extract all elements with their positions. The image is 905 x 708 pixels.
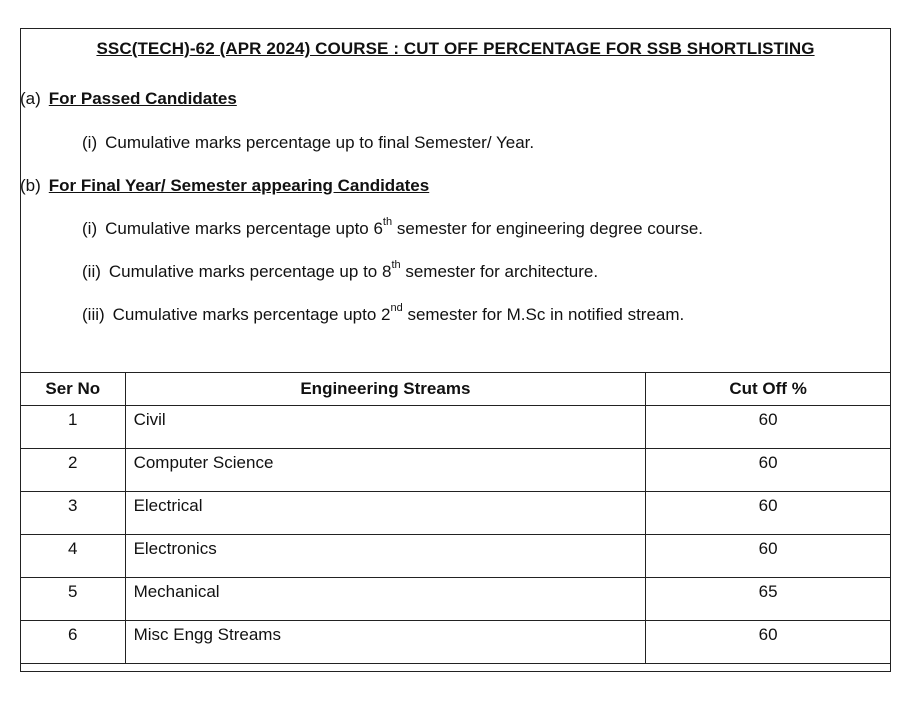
item-text-pre: Cumulative marks percentage upto 2 xyxy=(112,305,391,324)
item-number: (i) xyxy=(82,219,98,238)
cell-ser-no: 1 xyxy=(21,406,126,449)
item-text-pre: Cumulative marks percentage up to 8 xyxy=(108,262,392,281)
section-b-item-2 xyxy=(82,259,599,282)
cell-cut-off: 60 xyxy=(646,406,891,449)
cutoff-table xyxy=(20,372,891,664)
item-text-post: semester for engineering degree course. xyxy=(392,219,704,238)
cell-stream: Electronics xyxy=(125,535,646,578)
item-text: Cumulative marks percentage up to final Semester/ Year. xyxy=(105,133,535,152)
cell-stream: Civil xyxy=(125,406,646,449)
cell-cut-off: 60 xyxy=(646,492,891,535)
document-title: SSC(TECH)-62 (APR 2024) COURSE : CUT OFF PERCENTAGE FOR SSB SHORTLISTING xyxy=(96,39,815,58)
cell-stream: Misc Engg Streams xyxy=(125,621,646,664)
cell-stream: Electrical xyxy=(125,492,646,535)
section-a-title: For Passed Candidates xyxy=(48,89,237,108)
item-text-pre: Cumulative marks percentage upto 6 xyxy=(105,219,383,238)
table-row xyxy=(21,406,891,449)
document-frame xyxy=(20,28,891,672)
item-superscript: th xyxy=(382,216,393,229)
item-number: (i) xyxy=(82,133,98,152)
cell-stream: Computer Science xyxy=(125,449,646,492)
item-text-post: semester for architecture. xyxy=(400,262,599,281)
table-row xyxy=(21,578,891,621)
header-cut-off: Cut Off % xyxy=(646,373,891,406)
section-a-heading xyxy=(20,89,237,109)
table-row xyxy=(21,535,891,578)
section-a-item-1 xyxy=(82,133,534,153)
cell-stream: Mechanical xyxy=(125,578,646,621)
section-b-item-1 xyxy=(82,216,704,239)
cell-cut-off: 65 xyxy=(646,578,891,621)
table-row xyxy=(21,449,891,492)
cell-ser-no: 2 xyxy=(21,449,126,492)
table-header-row xyxy=(21,373,891,406)
item-number: (ii) xyxy=(82,262,101,281)
cell-ser-no: 5 xyxy=(21,578,126,621)
table-row xyxy=(21,621,891,664)
cell-ser-no: 6 xyxy=(21,621,126,664)
cell-cut-off: 60 xyxy=(646,449,891,492)
table-row xyxy=(21,492,891,535)
cell-ser-no: 4 xyxy=(21,535,126,578)
item-superscript: th xyxy=(391,259,401,272)
section-b-heading xyxy=(20,176,429,196)
cell-cut-off: 60 xyxy=(646,535,891,578)
item-superscript: nd xyxy=(390,302,403,315)
section-b-item-3 xyxy=(82,302,685,325)
cell-ser-no: 3 xyxy=(21,492,126,535)
item-number: (iii) xyxy=(82,305,105,324)
section-b-marker: (b) xyxy=(20,176,41,195)
header-engineering-streams: Engineering Streams xyxy=(125,373,646,406)
section-a-marker: (a) xyxy=(20,89,41,108)
cell-cut-off: 60 xyxy=(646,621,891,664)
item-text-post: semester for M.Sc in notified stream. xyxy=(402,305,685,324)
section-b-title: For Final Year/ Semester appearing Candidates xyxy=(48,176,430,195)
header-ser-no: Ser No xyxy=(21,373,126,406)
